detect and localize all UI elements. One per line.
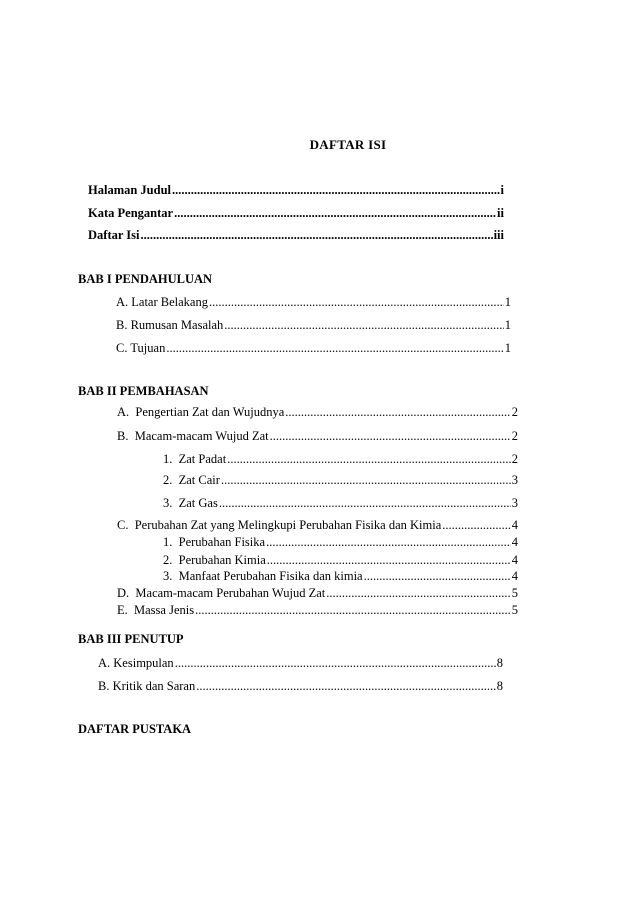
toc-leader — [266, 535, 511, 550]
toc-entry-manfaat-perubahan — [163, 569, 518, 584]
toc-entry-perubahan-kimia — [163, 553, 518, 568]
toc-entry-daftar-isi — [88, 228, 504, 243]
toc-leader — [442, 518, 511, 533]
toc-page: 5 — [511, 586, 518, 600]
toc-page: 5 — [511, 603, 518, 617]
toc-entry-pengertian-zat — [117, 405, 518, 420]
toc-page: 3 — [511, 496, 518, 510]
toc-leader — [267, 553, 511, 568]
toc-entry-kritik-saran — [98, 679, 503, 694]
toc-leader — [364, 569, 511, 584]
toc-entry-macam-wujud-zat — [117, 429, 518, 444]
toc-label: C. Tujuan — [116, 341, 166, 355]
page-title: DAFTAR ISI — [309, 137, 387, 152]
toc-page: 8 — [496, 679, 503, 693]
toc-leader — [209, 295, 504, 310]
toc-label: A. Pengertian Zat dan Wujudnya — [117, 405, 285, 419]
toc-label: 1. Perubahan Fisika — [163, 535, 266, 549]
toc-label: D. Macam-macam Perubahan Wujud Zat — [117, 586, 326, 600]
toc-leader — [221, 473, 511, 488]
toc-page: 2 — [511, 429, 518, 443]
toc-leader — [175, 656, 496, 671]
toc-label: 3. Zat Gas — [163, 496, 218, 510]
toc-page: 4 — [511, 518, 518, 532]
toc-entry-perubahan-zat — [117, 518, 518, 533]
toc-page: 1 — [504, 295, 511, 309]
toc-entry-latar-belakang — [116, 295, 511, 310]
toc-entry-kata-pengantar — [88, 206, 504, 221]
section-heading-bab-3: BAB III PENUTUP — [78, 632, 184, 646]
toc-page: 4 — [511, 553, 518, 567]
toc-page: 4 — [511, 569, 518, 583]
toc-entry-perubahan-wujud-zat — [117, 586, 518, 601]
toc-entry-kesimpulan — [98, 656, 503, 671]
section-heading-daftar-pustaka: DAFTAR PUSTAKA — [78, 722, 192, 736]
toc-label: 3. Manfaat Perubahan Fisika dan kimia — [163, 569, 363, 583]
toc-label: E. Massa Jenis — [117, 603, 195, 617]
toc-label: C. Perubahan Zat yang Melingkupi Perubahan Fisika dan Kimia — [117, 518, 442, 532]
toc-entry-rumusan-masalah — [116, 318, 511, 333]
section-heading-bab-1: BAB I PENDAHULUAN — [78, 272, 213, 286]
toc-leader — [196, 679, 496, 694]
toc-entry-zat-gas — [163, 496, 518, 511]
toc-label: Daftar Isi — [88, 228, 140, 242]
toc-leader — [227, 452, 511, 467]
section-heading-bab-2: BAB II PEMBAHASAN — [78, 384, 209, 398]
toc-leader — [174, 206, 496, 221]
toc-page: iii — [493, 228, 504, 242]
toc-label: B. Rumusan Masalah — [116, 318, 224, 332]
toc-page: ii — [497, 206, 504, 220]
toc-leader — [195, 603, 511, 618]
toc-leader — [219, 496, 511, 511]
toc-label: 1. Zat Padat — [163, 452, 227, 466]
toc-label: B. Kritik dan Saran — [98, 679, 196, 693]
toc-entry-zat-padat — [163, 452, 518, 467]
toc-entry-perubahan-fisika — [163, 535, 518, 550]
toc-label: A. Latar Belakang — [116, 295, 208, 309]
toc-page: i — [500, 183, 504, 197]
toc-entry-massa-jenis — [117, 603, 518, 618]
toc-entry-zat-cair — [163, 473, 518, 488]
toc-leader — [141, 228, 493, 243]
toc-leader — [166, 341, 503, 356]
toc-leader — [270, 429, 511, 444]
toc-page: 1 — [504, 318, 511, 332]
toc-page: 2 — [511, 405, 518, 419]
toc-page: 4 — [511, 535, 518, 549]
toc-leader — [326, 586, 511, 601]
toc-label: B. Macam-macam Wujud Zat — [117, 429, 269, 443]
toc-leader — [285, 405, 510, 420]
toc-page: 1 — [504, 341, 511, 355]
toc-label: 2. Zat Cair — [163, 473, 220, 487]
toc-entry-halaman-judul — [88, 183, 504, 198]
toc-label: A. Kesimpulan — [98, 656, 174, 670]
toc-leader — [172, 183, 500, 198]
toc-label: Kata Pengantar — [88, 206, 174, 220]
toc-label: 2. Perubahan Kimia — [163, 553, 266, 567]
toc-label: Halaman Judul — [88, 183, 172, 197]
toc-page: 8 — [496, 656, 503, 670]
toc-leader — [224, 318, 503, 333]
toc-page: 2 — [511, 452, 518, 466]
toc-page: 3 — [511, 473, 518, 487]
toc-entry-tujuan — [116, 341, 511, 356]
